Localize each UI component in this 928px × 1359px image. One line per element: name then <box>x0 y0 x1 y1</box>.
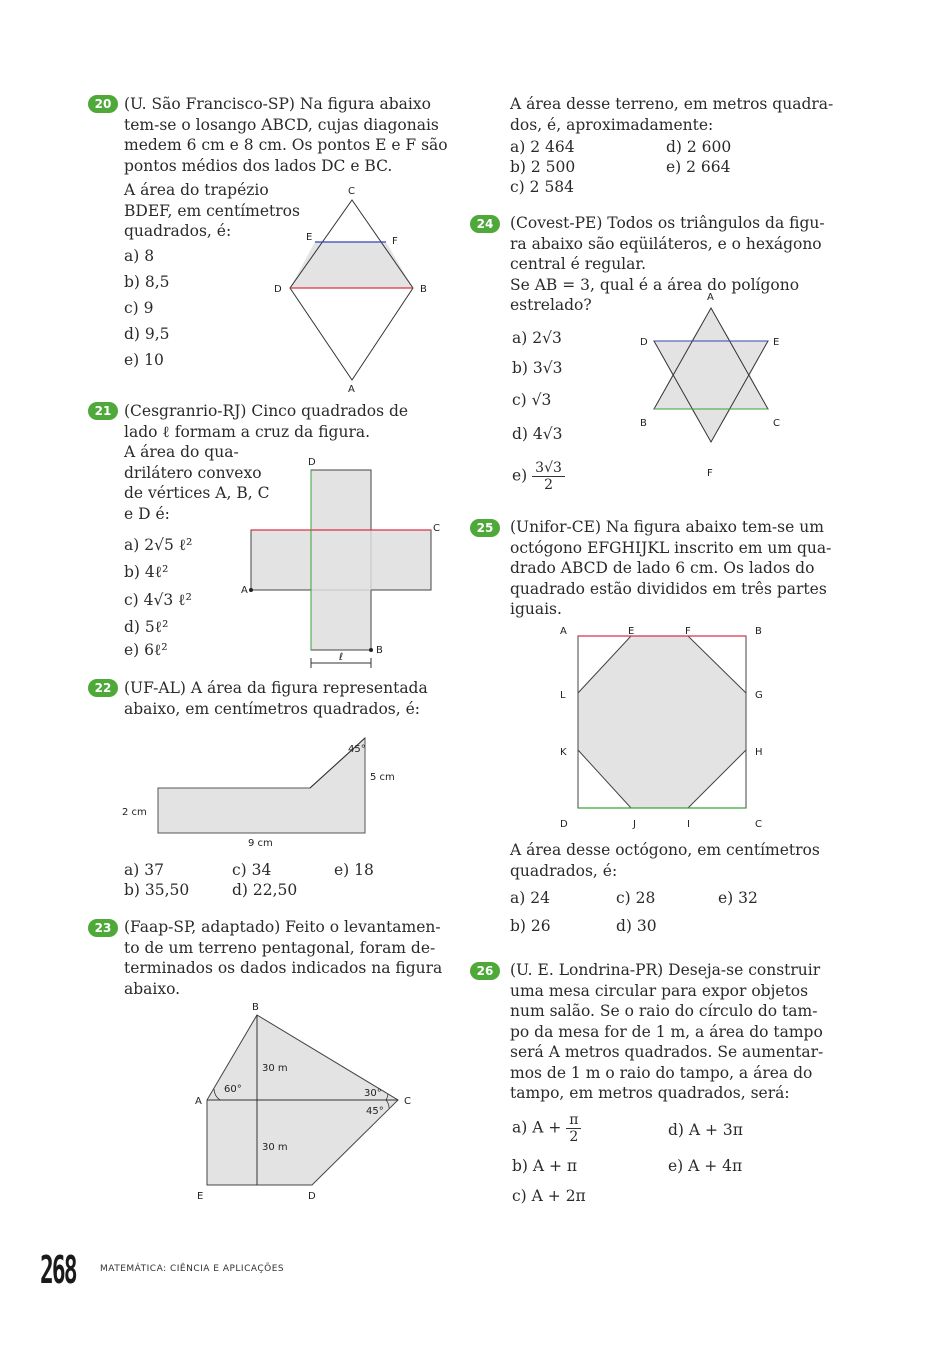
cross-figure <box>235 455 450 675</box>
answer-option[interactable]: c) A + 2π <box>512 1187 586 1205</box>
angle-label: 60° <box>224 1084 242 1095</box>
page-number: 268 <box>40 1248 76 1292</box>
vertex-label: F <box>707 468 713 479</box>
vertex-label: D <box>308 457 316 468</box>
question-stem <box>510 517 840 620</box>
vertex-label: C <box>433 523 440 534</box>
vertex-label: B <box>252 1002 259 1013</box>
answer-option[interactable]: e) 18 <box>334 861 374 879</box>
question-stem <box>510 960 840 1104</box>
vertex-label: F <box>392 236 398 247</box>
star-figure <box>630 290 800 480</box>
vertex-label: E <box>306 232 313 243</box>
stem-line: estrelado? <box>510 296 592 314</box>
option-letter: e) <box>512 466 528 485</box>
vertex-label: D <box>274 284 282 295</box>
vertex-label: C <box>773 418 780 429</box>
stem-line: octógono EFGHIJKL inscrito em um qua- <box>510 538 832 557</box>
question-number-badge: 25 <box>470 519 500 537</box>
book-title: MATEMÁTICA: CIÊNCIA E APLICAÇÕES <box>100 1264 285 1274</box>
measure-label: 30 m <box>262 1063 288 1074</box>
question-number-badge: 26 <box>470 962 500 980</box>
question-ask <box>510 840 840 881</box>
ask-line: A área desse octógono, em centímetros <box>510 841 820 859</box>
answer-option[interactable]: a) 2√3 <box>512 329 562 347</box>
option-letter: a) A + <box>512 1118 562 1137</box>
answer-option[interactable]: a) 2 464 <box>510 138 575 156</box>
stem-line: to de um terreno pentagonal, foram de- <box>124 938 436 957</box>
answer-option[interactable]: c) 2 584 <box>510 178 575 196</box>
ask-line: de vértices A, B, C <box>124 484 270 502</box>
answer-option[interactable]: b) 8,5 <box>124 273 170 291</box>
stem-line: (Unifor-CE) Na figura abaixo tem-se um <box>510 518 824 536</box>
stem-line: drado ABCD de lado 6 cm. Os lados do <box>510 559 815 577</box>
stem-line: uma mesa circular para expor objetos <box>510 981 809 1000</box>
ask-line: BDEF, em centímetros <box>124 201 300 220</box>
answer-option[interactable]: e) A + 4π <box>668 1157 743 1175</box>
answer-option[interactable]: d) 9,5 <box>124 325 170 343</box>
vertex-label: A <box>707 292 714 303</box>
octagon-figure <box>550 620 780 835</box>
height-label: 5 cm <box>370 772 395 783</box>
stem-line: central é regular. <box>510 255 647 273</box>
vertex-label: D <box>560 819 568 830</box>
rhombus-figure <box>270 180 440 395</box>
stem-line: abaixo. <box>124 979 181 998</box>
stem-line: Se AB = 3, qual é a área do polígono <box>510 275 800 294</box>
vertex-label: C <box>404 1096 411 1107</box>
angle-label: 45° <box>348 744 366 755</box>
stem-line: tem-se o losango ABCD, cujas diagonais <box>124 115 439 134</box>
stem-line: (UF-AL) A área da figura representada <box>124 679 428 697</box>
vertex-label: A <box>241 585 248 596</box>
answer-option[interactable]: e) 32 <box>718 889 758 907</box>
stem-line: (Covest-PE) Todos os triângulos da figu- <box>510 214 825 232</box>
numerator: π <box>566 1112 581 1129</box>
stem-line: medem 6 cm e 8 cm. Os pontos E e F são <box>124 136 448 154</box>
question-number-badge: 22 <box>88 679 118 697</box>
length-label: ℓ <box>339 652 344 663</box>
answer-option[interactable]: a) 37 <box>124 861 164 879</box>
stem-line: mos de 1 m o raio do tampo, a área do <box>510 1063 813 1082</box>
answer-option[interactable]: c) 4√3 ℓ² <box>124 591 192 609</box>
answer-option[interactable] <box>512 460 565 493</box>
ask-line: A área do trapézio <box>124 181 269 199</box>
answer-option[interactable]: d) 30 <box>616 917 657 935</box>
question-number-badge: 24 <box>470 215 500 233</box>
answer-option[interactable]: b) 26 <box>510 917 551 935</box>
stem-line: ra abaixo são eqüiláteros, e o hexágono <box>510 234 822 253</box>
answer-option[interactable]: c) 28 <box>616 889 656 907</box>
vertex-label: L <box>560 690 566 701</box>
angle-label: 30° <box>364 1088 382 1099</box>
fraction <box>566 1112 581 1145</box>
stem-line: quadrado estão divididos em três partes <box>510 579 827 598</box>
base-label: 9 cm <box>248 838 273 849</box>
ask-line: quadrados, é: <box>124 222 232 240</box>
vertex-label: C <box>755 819 762 830</box>
question-continuation <box>510 94 840 135</box>
answer-option[interactable]: e) 6ℓ² <box>124 641 168 659</box>
vertex-label: C <box>348 186 355 197</box>
answer-option[interactable]: d) 5ℓ² <box>124 618 169 636</box>
denominator: 2 <box>569 1129 579 1145</box>
answer-option[interactable]: b) 2 500 <box>510 158 576 176</box>
stem-line: abaixo, em centímetros quadrados, é: <box>124 699 421 718</box>
vertex-label: G <box>755 690 763 701</box>
ask-line: A área do qua- <box>124 443 239 461</box>
question-number-badge: 20 <box>88 95 118 113</box>
vertex-label: F <box>685 626 691 637</box>
answer-option[interactable]: c) 34 <box>232 861 272 879</box>
answer-option[interactable]: e) 10 <box>124 351 164 369</box>
vertex-label: H <box>755 747 763 758</box>
vertex-label: A <box>560 626 567 637</box>
stem-line: será A metros quadrados. Se aumentar- <box>510 1043 824 1061</box>
question-stem <box>124 94 454 176</box>
answer-option[interactable]: d) 4√3 <box>512 425 563 443</box>
measure-label: 30 m <box>262 1142 288 1153</box>
answer-option[interactable]: a) 8 <box>124 247 155 265</box>
answer-option[interactable]: b) 35,50 <box>124 881 190 899</box>
vertex-label: B <box>420 284 427 295</box>
vertex-label: E <box>773 337 780 348</box>
ask-line: e D é: <box>124 504 170 523</box>
stem-line: (Cesgranrio-RJ) Cinco quadrados de <box>124 402 409 420</box>
answer-option[interactable]: e) 2 664 <box>666 158 731 176</box>
denominator: 2 <box>544 477 553 493</box>
stem-line: (U. São Francisco-SP) Na figura abaixo <box>124 95 431 113</box>
width-label: 2 cm <box>122 807 147 818</box>
vertex-label: A <box>195 1096 202 1107</box>
answer-option[interactable]: d) A + 3π <box>668 1121 743 1139</box>
answer-option[interactable]: a) 24 <box>510 889 550 907</box>
ask-line: drilátero convexo <box>124 463 262 482</box>
vertex-label: E <box>628 626 635 637</box>
question-stem <box>124 401 454 442</box>
stem-line: pontos médios dos lados DC e BC. <box>124 156 393 175</box>
vertex-label: D <box>308 1191 316 1202</box>
stem-line: terminados os dados indicados na figura <box>124 959 443 977</box>
question-stem <box>124 678 454 719</box>
vertex-label: J <box>633 819 636 830</box>
answer-option[interactable]: a) 2√5 ℓ² <box>124 536 193 554</box>
stem-line: tampo, em metros quadrados, será: <box>510 1084 790 1102</box>
vertex-label: I <box>687 819 690 830</box>
stem-line: iguais. <box>510 600 562 618</box>
answer-option[interactable]: d) 2 600 <box>666 138 732 156</box>
l-shape-figure <box>120 720 420 855</box>
question-stem <box>124 917 454 999</box>
vertex-label: A <box>348 384 355 395</box>
stem-line: (Faap-SP, adaptado) Feito o levantamen- <box>124 918 441 936</box>
vertex-label: K <box>560 747 567 758</box>
vertex-label: B <box>376 645 383 656</box>
stem-line: A área desse terreno, em metros quadra- <box>510 95 834 113</box>
ask-line: quadrados, é: <box>510 861 618 880</box>
answer-option[interactable] <box>512 1112 581 1145</box>
stem-line: lado ℓ formam a cruz da figura. <box>124 422 371 441</box>
stem-line: (U. E. Londrina-PR) Deseja-se construir <box>510 961 821 979</box>
vertex-label: D <box>640 337 648 348</box>
numerator: 3√3 <box>532 460 565 477</box>
answer-option[interactable]: c) √3 <box>512 391 552 409</box>
stem-line: num salão. Se o raio do círculo do tam- <box>510 1002 818 1020</box>
vertex-label: B <box>755 626 762 637</box>
answer-option[interactable]: d) 22,50 <box>232 881 298 899</box>
question-number-badge: 21 <box>88 402 118 420</box>
vertex-label: B <box>640 418 647 429</box>
answer-option[interactable]: b) 4ℓ² <box>124 563 169 581</box>
vertex-label: E <box>197 1191 204 1202</box>
angle-label: 45° <box>366 1106 384 1117</box>
question-number-badge: 23 <box>88 919 118 937</box>
fraction <box>532 460 565 493</box>
pentagon-figure <box>190 1000 430 1210</box>
stem-line: dos, é, aproximadamente: <box>510 115 714 134</box>
answer-option[interactable]: b) 3√3 <box>512 359 563 377</box>
answer-option[interactable]: b) A + π <box>512 1157 578 1175</box>
answer-option[interactable]: c) 9 <box>124 299 154 317</box>
stem-line: po da mesa for de 1 m, a área do tampo <box>510 1022 823 1041</box>
